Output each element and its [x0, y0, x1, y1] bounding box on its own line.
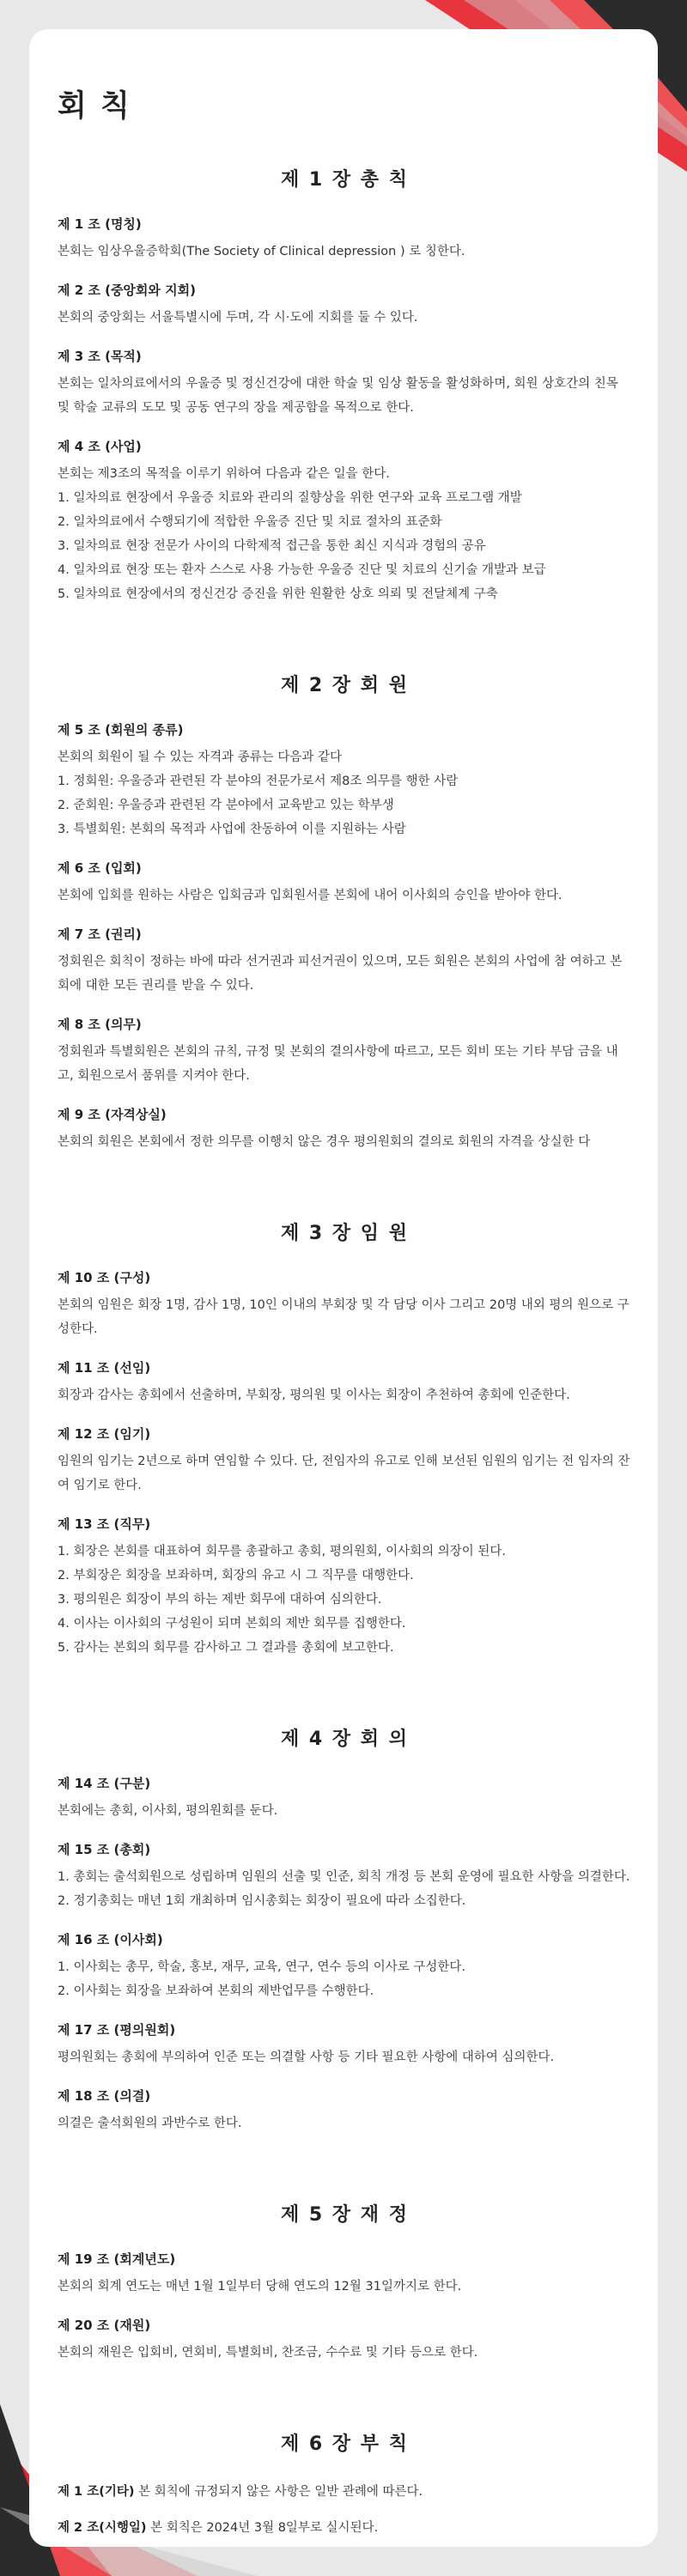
list-item: 5. 감사는 본회의 회무를 감사하고 그 결과를 총회에 보고한다.	[58, 1641, 394, 1655]
inline-article-title: 제 1 조(기타)	[58, 2485, 135, 2499]
article-item-list	[58, 1865, 632, 1913]
article-title: 제 3 조 (목적)	[58, 349, 142, 364]
list-item: 1. 정회원: 우울증과 관련된 각 분야의 전문가로서 제8조 의무를 행한 사람	[58, 775, 459, 788]
chapter-6	[58, 2429, 632, 2540]
chapter-title: 제 2 장 회 원	[281, 675, 409, 696]
inline-article-body: 본 회칙에 규정되지 않은 사항은 일반 관례에 따른다.	[138, 2485, 423, 2499]
article	[58, 1931, 632, 2003]
chapter-spacer	[58, 1678, 632, 1724]
article-body: 본회의 회계 연도는 매년 1월 1일부터 당해 연도의 12월 31일까지로 한다.	[58, 2280, 462, 2293]
article	[58, 1775, 632, 1823]
list-item: 3. 평의원은 회장이 부의 하는 제반 회무에 대하여 심의한다.	[58, 1593, 382, 1607]
chapters-container	[58, 165, 632, 2540]
chapter-spacer	[58, 2383, 632, 2429]
list-item: 2. 정기총회는 매년 1회 개최하며 임시총회는 회장이 필요에 따라 소집한다.	[58, 1894, 466, 1908]
inline-article-body: 본 회칙은 2024년 3월 8일부로 실시된다.	[150, 2521, 379, 2535]
list-item: 1. 일차의료 현장에서 우울증 치료와 관리의 질향상을 위한 연구와 교육 프로그램 개발	[58, 491, 522, 505]
article-title: 제 16 조 (이사회)	[58, 1932, 163, 1947]
article	[58, 216, 632, 264]
article-title: 제 20 조 (재원)	[58, 2318, 151, 2333]
chapter-title: 제 6 장 부 칙	[281, 2433, 409, 2455]
article-title: 제 13 조 (직무)	[58, 1516, 151, 1532]
article	[58, 1359, 632, 1407]
list-item: 4. 일차의료 현장 또는 환자 스스로 사용 가능한 우울증 진단 및 치료의 신기술 개발과 보급	[58, 563, 546, 577]
article-item-list	[58, 486, 632, 606]
chapter-spacer	[58, 2154, 632, 2200]
article	[58, 2087, 632, 2136]
article-title: 제 2 조 (중앙회와 지회)	[58, 283, 196, 298]
article-title: 제 4 조 (사업)	[58, 439, 142, 454]
list-item: 1. 회장은 본회를 대표하여 회무를 총괄하고 총회, 평의원회, 이사회의 의장이 된다.	[58, 1545, 506, 1558]
article-item-list	[58, 1540, 632, 1660]
article-body: 본회는 제3조의 목적을 이루기 위하여 다음과 같은 일을 한다.	[58, 467, 390, 481]
article	[58, 721, 632, 841]
article-body: 본회는 임상우울증학회(The Society of Clinical depression ) 로 칭한다.	[58, 245, 465, 258]
article	[58, 2021, 632, 2069]
list-item: 5. 일차의료 현장에서의 정신건강 증진을 위한 원활한 상호 의뢰 및 전달체계 구축	[58, 587, 498, 601]
article-body: 본회에는 총회, 이사회, 평의원회를 둔다.	[58, 1804, 278, 1818]
article-title: 제 12 조 (임기)	[58, 1426, 151, 1442]
list-item: 2. 부회장은 회장을 보좌하며, 회장의 유고 시 그 직무를 대행한다.	[58, 1569, 414, 1583]
article-body: 본회의 중앙회는 서울특별시에 두며, 각 시·도에 지회를 둘 수 있다.	[58, 311, 418, 325]
article	[58, 348, 632, 420]
article-body: 본회의 재원은 입회비, 연회비, 특별회비, 찬조금, 수수료 및 기타 등으로 한다.	[58, 2346, 478, 2360]
chapter-title: 제 5 장 재 정	[281, 2204, 409, 2226]
article-title: 제 15 조 (총회)	[58, 1842, 151, 1857]
list-item: 3. 일차의료 현장 전문가 사이의 다학제적 접근을 통한 최신 지식과 경험의 공유	[58, 539, 486, 553]
list-item: 2. 준회원: 우울증과 관련된 각 분야에서 교육받고 있는 학부생	[58, 799, 394, 812]
article-title: 제 5 조 (회원의 종류)	[58, 722, 184, 738]
article	[58, 2317, 632, 2365]
bylaws-card	[29, 29, 658, 2547]
article-body: 정회원과 특별회원은 본회의 규칙, 규정 및 본회의 결의사항에 따르고, 모든 회비 또는 기타 부담 금을 내고, 회원으로서 품위를 지켜야 한다.	[58, 1045, 618, 1083]
article	[58, 1106, 632, 1154]
article-body: 임원의 임기는 2년으로 하며 연임할 수 있다. 단, 전임자의 유고로 인해 보선된 임원의 임기는 전 임자의 잔여 임기로 한다.	[58, 1455, 630, 1492]
chapter-title: 제 3 장 임 원	[281, 1223, 409, 1244]
article-title: 제 10 조 (구성)	[58, 1270, 151, 1285]
article	[58, 2251, 632, 2299]
list-item: 3. 특별회원: 본회의 목적과 사업에 찬동하여 이를 지원하는 사람	[58, 823, 406, 836]
chapter-1	[58, 165, 632, 606]
article	[58, 282, 632, 330]
inline-article-title: 제 2 조(시행일)	[58, 2521, 147, 2535]
list-item: 1. 이사회는 총무, 학술, 홍보, 재무, 교육, 연구, 연수 등의 이사로 구성한다.	[58, 1960, 465, 1974]
article-body: 본회의 임원은 회장 1명, 감사 1명, 10인 이내의 부회장 및 각 담당 이사 그리고 20명 내외 평의 원으로 구성한다.	[58, 1298, 629, 1336]
article-title: 제 1 조 (명칭)	[58, 216, 142, 232]
article	[58, 1516, 632, 1660]
article-body: 본회의 회원이 될 수 있는 자격과 종류는 다음과 같다	[58, 750, 343, 764]
article	[58, 438, 632, 606]
article	[58, 1269, 632, 1341]
article-body: 본회의 회원은 본회에서 정한 의무를 이행치 않은 경우 평의원회의 결의로 회원의 자격을 상실한 다	[58, 1135, 591, 1149]
article-title: 제 17 조 (평의원회)	[58, 2022, 176, 2038]
article-body: 본회는 일차의료에서의 우울증 및 정신건강에 대한 학술 및 임상 활동을 활성화하며, 회원 상호간의 친목 및 학술 교류의 도모 및 공동 연구의 장을 제공함을 목적으로 한다.	[58, 377, 618, 415]
list-item: 2. 이사회는 회장을 보좌하여 본회의 제반업무를 수행한다.	[58, 1984, 374, 1998]
article-body: 의결은 출석회원의 과반수로 한다.	[58, 2117, 242, 2130]
article-body: 회장과 감사는 총회에서 선출하며, 부회장, 평의원 및 이사는 회장이 추천하여 총회에 인준한다.	[58, 1388, 570, 1402]
chapter-spacer	[58, 1172, 632, 1218]
article-title: 제 11 조 (선임)	[58, 1360, 151, 1376]
article	[58, 860, 632, 908]
article	[58, 926, 632, 998]
inline-article	[58, 2516, 632, 2540]
article-title: 제 6 조 (입회)	[58, 860, 142, 876]
article-title: 제 19 조 (회계년도)	[58, 2251, 176, 2267]
article-body: 정회원은 회칙이 정하는 바에 따라 선거권과 피선거권이 있으며, 모든 회원은 본회의 사업에 참 여하고 본 회에 대한 모든 권리를 받을 수 있다.	[58, 955, 623, 993]
chapter-spacer	[58, 624, 632, 671]
chapter-2	[58, 671, 632, 1154]
chapter-title: 제 1 장 총 칙	[281, 169, 409, 191]
article	[58, 1016, 632, 1088]
article-title: 제 8 조 (의무)	[58, 1017, 142, 1032]
chapter-5	[58, 2200, 632, 2365]
article-body: 평의원회는 총회에 부의하여 인준 또는 의결할 사항 등 기타 필요한 사항에 대하여 심의한다.	[58, 2050, 555, 2064]
inline-article	[58, 2480, 632, 2504]
chapter-title: 제 4 장 회 의	[281, 1728, 409, 1750]
article-title: 제 14 조 (구분)	[58, 1776, 151, 1791]
article-title: 제 7 조 (권리)	[58, 927, 142, 942]
article	[58, 1425, 632, 1498]
list-item: 1. 총회는 출석회원으로 성립하며 임원의 선출 및 인준, 회칙 개정 등 본회 운영에 필요한 사항을 의결한다.	[58, 1870, 630, 1884]
article-body: 본회에 입회를 원하는 사람은 입회금과 입회원서를 본회에 내어 이사회의 승인을 받아야 한다.	[58, 889, 562, 902]
article-title: 제 18 조 (의결)	[58, 2088, 151, 2104]
article	[58, 1841, 632, 1913]
list-item: 4. 이사는 이사회의 구성원이 되며 본회의 제반 회무를 집행한다.	[58, 1617, 406, 1631]
article-item-list	[58, 1955, 632, 2003]
chapter-4	[58, 1724, 632, 2136]
article-item-list	[58, 769, 632, 841]
article-title: 제 9 조 (자격상실)	[58, 1107, 167, 1122]
list-item: 2. 일차의료에서 수행되기에 적합한 우울증 진단 및 치료 절차의 표준화	[58, 515, 442, 529]
chapter-3	[58, 1218, 632, 1660]
page-title: 회 칙	[58, 89, 131, 124]
